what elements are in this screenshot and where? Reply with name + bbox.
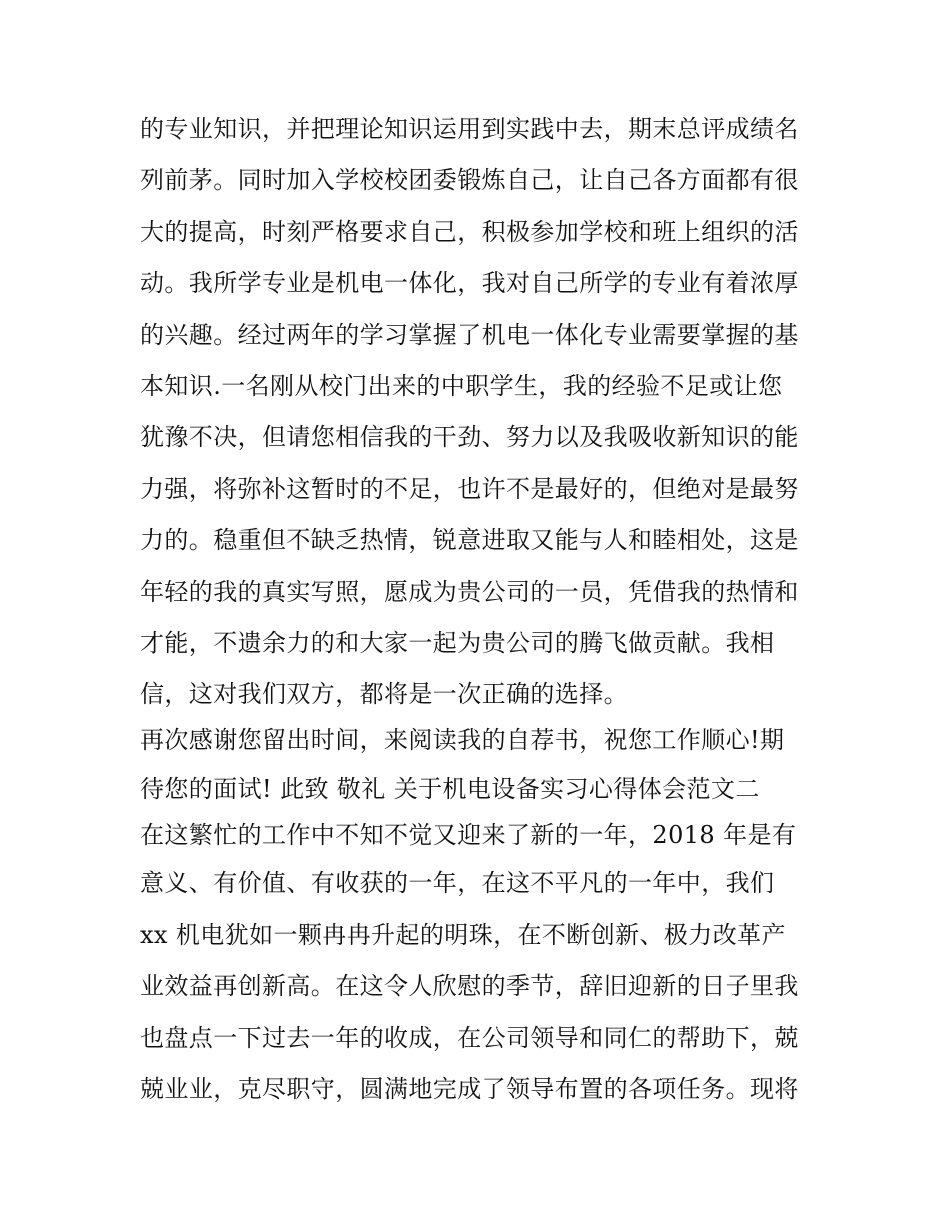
text-line: 也盘点一下过去一年的收成，在公司领导和同仁的帮助下，兢 [140,1023,799,1052]
text-line: 信，这对我们双方，都将是一次正确的选择。 [140,680,628,709]
text-line: 动。我所学专业是机电一体化，我对自己所学的专业有着浓厚 [140,269,799,298]
text-line: 力强，将弥补这暂时的不足，也许不是最好的，但绝对是最努 [140,474,799,503]
text-line: 兢业业，克尽职守，圆满地完成了领导布置的各项任务。现将 [140,1074,799,1103]
text-line: 力的。稳重但不缺乏热情，锐意进取又能与人和睦相处，这是 [140,526,799,555]
paragraph-self-introduction [140,104,820,721]
text-line: 再次感谢您留出时间，来阅读我的自荐书，祝您工作顺心!期 [140,726,785,754]
text-line: 业效益再创新高。在这令人欣慰的季节，辞旧迎新的日子里我 [140,972,799,1001]
text-line: 犹豫不决，但请您相信我的干劲、努力以及我吸收新知识的能 [140,423,799,452]
text-line: 的兴趣。经过两年的学习掌握了机电一体化专业需要掌握的基 [140,320,799,349]
text-line: 大的提高，时刻严格要求自己，积极参加学校和班上组织的活 [140,217,799,246]
paragraph-closing-and-second-essay [140,715,820,1115]
text-line: xx 机电犹如一颗冉冉升起的明珠，在不断创新、极力改革产 [140,920,786,949]
text-line: 的专业知识，并把理论知识运用到实践中去，期末总评成绩名 [140,115,799,143]
text-line: 在这繁忙的工作中不知不觉又迎来了新的一年，2018 年是有 [140,821,797,850]
text-line: 才能，不遗余力的和大家一起为贵公司的腾飞做贡献。我相 [140,628,775,657]
text-line: 意义、有价值、有收获的一年，在这不平凡的一年中，我们 [140,869,775,898]
text-line: 年轻的我的真实写照，愿成为贵公司的一员，凭借我的热情和 [140,577,799,606]
text-line: 列前茅。同时加入学校校团委锻炼自己，让自己各方面都有很 [140,166,799,195]
text-line: 本知识.一名刚从校门出来的中职学生，我的经验不足或让您 [140,371,783,400]
text-line: 待您的面试! 此致 敬礼 关于机电设备实习心得体会范文二 [140,775,760,804]
